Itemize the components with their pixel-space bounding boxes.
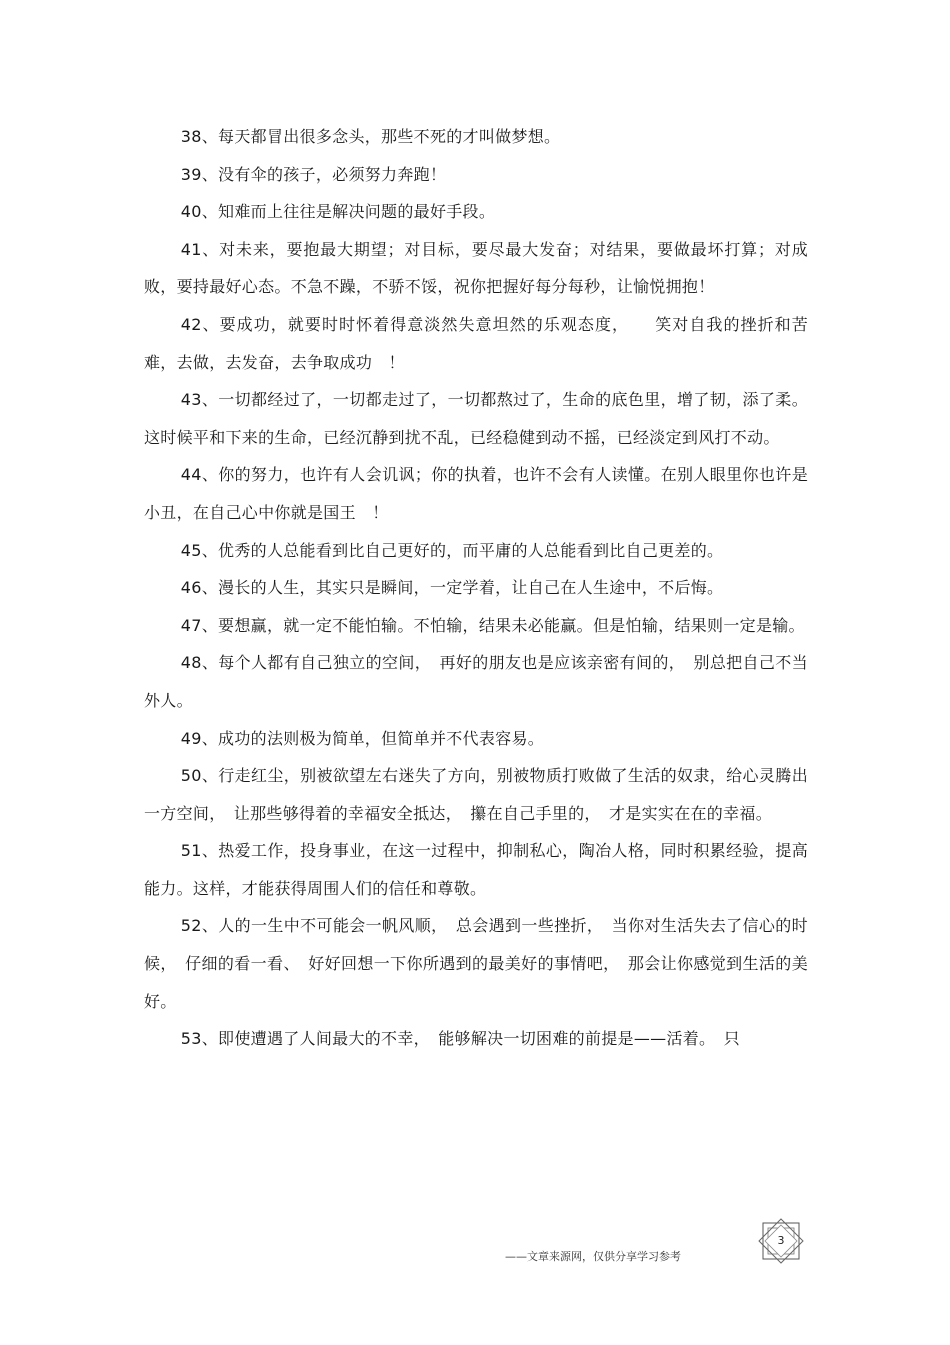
- paragraph-51: 51、热爱工作，投身事业，在这一过程中，抑制私心，陶冶人格，同时积累经验，提高能力。这样，才能获得周围人们的信任和尊敬。: [144, 841, 808, 898]
- page-number-badge: [756, 1218, 806, 1264]
- paragraph-41: 41、对未来，要抱最大期望；对目标，要尽最大发奋；对结果，要做最坏打算；对成败，要持最好心态。不急不躁，不骄不馁，祝你把握好每分每秒，让愉悦拥抱！: [144, 239, 808, 297]
- paragraph-39: 39、没有伞的孩子，必须努力奔跑！: [180, 164, 447, 184]
- paragraph-45: 45、优秀的人总能看到比自己更好的，而平庸的人总能看到比自己更差的。: [180, 540, 724, 560]
- paragraph-50: 50、行走红尘，别被欲望左右迷失了方向，别被物质打败做了生活的奴隶，给心灵腾出一方空间， 让那些够得着的幸福安全抵达， 攥在自己手里的， 才是实实在在的幸福。: [144, 766, 808, 823]
- document-body: [144, 118, 808, 1058]
- paragraph-53: 53、即使遭遇了人间最大的不幸， 能够解决一切困难的前提是——活着。 只: [180, 1029, 740, 1049]
- paragraph-48: 48、每个人都有自己独立的空间， 再好的朋友也是应该亲密有间的， 别总把自己不当外人。: [144, 653, 808, 710]
- paragraph-46: 46、漫长的人生，其实只是瞬间，一定学着，让自己在人生途中，不后悔。: [180, 578, 724, 598]
- paragraph-38: 38、每天都冒出很多念头，那些不死的才叫做梦想。: [180, 127, 561, 146]
- paragraph-44: 44、你的努力，也许有人会讥讽；你的执着，也许不会有人读懂。在别人眼里你也许是小丑，在自己心中你就是国王 ！: [144, 465, 808, 522]
- paragraph-52: 52、人的一生中不可能会一帆风顺， 总会遇到一些挫折， 当你对生活失去了信心的时候， 仔细的看一看、 好好回想一下你所遇到的最美好的事情吧， 那会让你感觉到生活的美好。: [144, 916, 808, 1011]
- paragraph-47: 47、要想赢，就一定不能怕输。不怕输，结果未必能赢。但是怕输，结果则一定是输。: [180, 615, 805, 635]
- page-number: 3: [777, 1234, 785, 1247]
- paragraph-43: 43、一切都经过了，一切都走过了，一切都熬过了，生命的底色里，增了韧，添了柔。这时候平和下来的生命，已经沉静到扰不乱，已经稳健到动不摇，已经淡定到风打不动。: [144, 390, 808, 447]
- footer-note: ——文章来源网，仅供分享学习参考: [505, 1250, 681, 1263]
- paragraph-40: 40、知难而上往往是解决问题的最好手段。: [180, 202, 496, 222]
- paragraph-42: 42、要成功，就要时时怀着得意淡然失意坦然的乐观态度， 笑对自我的挫折和苦难，去做，去发奋，去争取成功 ！: [144, 314, 808, 372]
- paragraph-49: 49、成功的法则极为简单，但简单并不代表容易。: [180, 728, 545, 748]
